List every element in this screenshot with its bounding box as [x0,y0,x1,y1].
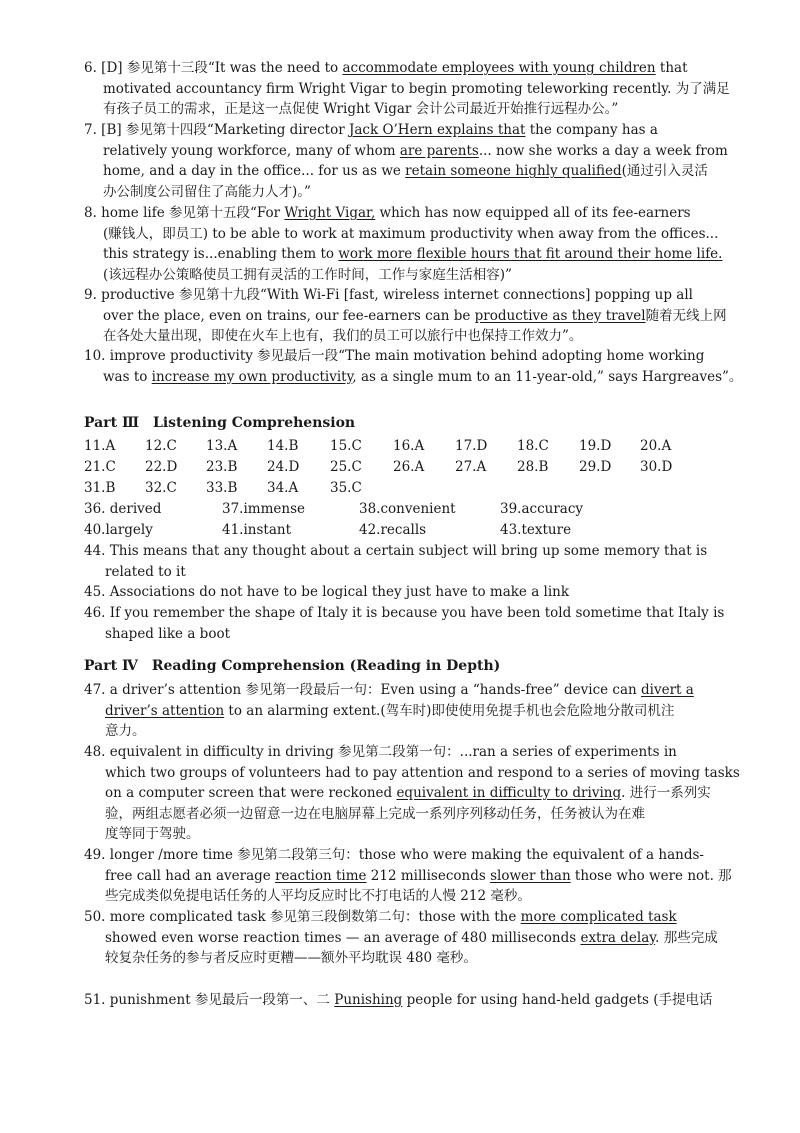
answer-row [84,436,724,456]
answer-item-10 [84,346,743,387]
answer-line: showed even worse reaction times — an average of 480 milliseconds extra delay. 那些完成 [105,929,718,946]
underlined-phrase: increase my own productivity [151,368,353,385]
word-answer-row [84,520,724,540]
word-answer-row [84,499,724,519]
answer-line: 51. punishment 参见最后一段第一、二 Punishing people for using hand-held gadgets (手提电话 [84,992,713,1008]
word-answer: 40.largely [84,522,153,538]
choice-answer: 17.D [455,438,488,454]
underlined-phrase: equivalent in difficulty to driving [396,785,622,802]
choice-answer: 20.A [640,438,672,454]
choice-answer: 16.A [393,438,425,454]
word-answer: 39.accuracy [500,501,584,517]
choice-answer: 14.B [267,438,299,454]
answer-line: 验，两组志愿者必须一边留意一边在电脑屏幕上完成一系列序列移动任务，任务被认为在难 [105,805,645,822]
answer-row [84,457,724,477]
answer-line: 较复杂任务的参与者反应时更糟——额外平均耽误 480 毫秒。 [105,950,477,967]
choice-answer: 11.A [84,438,116,454]
answer-item-45 [84,582,724,603]
underlined-phrase: accommodate employees with young children [342,60,656,76]
answer-line: (赚钱人，即员工) to be able to work at maximum productivity when away from the offices... [103,225,719,242]
underlined-phrase: retain someone highly qualified [405,163,622,180]
choice-answer: 22.D [145,459,178,475]
word-answer: 42.recalls [359,522,427,538]
underlined-phrase: Wright Vigar, [284,205,376,221]
choice-answer: 23.B [206,459,238,475]
part4-heading [84,656,500,676]
choice-answer: 34.A [267,480,299,496]
answer-line: free call had an average reaction time 212 milliseconds slower than those who were not. 那 [105,867,732,884]
answer-line: (该远程办公策略使员工拥有灵活的工作时间，工作与家庭生活相容)” [103,266,512,283]
answer-line: 7. [B] 参见第十四段“Marketing director Jack O’Hern explains that the company has a [84,122,658,138]
choice-answer: 31.B [84,480,116,496]
word-answer: 41.instant [222,522,292,538]
choice-answer: 18.C [517,438,549,454]
part3-roman: Part Ⅲ [84,415,139,431]
answer-item-47 [84,680,724,742]
underlined-phrase: productive as they travel [474,307,646,324]
answer-item-9 [84,285,727,347]
word-answer: 38.convenient [359,501,456,517]
answer-line: 意力。 [105,723,146,740]
answer-line: 在各处大量出现，即使在火车上也有，我们的员工可以旅行中也保持工作效力”。 [103,328,583,345]
choice-answer: 19.D [579,438,612,454]
answer-item-8 [84,203,724,285]
choice-answer: 33.B [206,480,238,496]
part4-title: Reading Comprehension (Reading in Depth) [151,658,501,674]
answer-item-51 [84,990,724,1011]
underlined-phrase: reaction time [275,867,367,884]
answer-line: relatively young workforce, many of whom are parents... now she works a day a week from [103,142,728,159]
answer-item-49 [84,845,732,907]
answer-line: 9. productive 参见第十九段“With Wi-Fi [fast, wireless internet connections] popping up all [84,287,693,303]
choice-answer: 25.C [330,459,362,475]
choice-answer: 24.D [267,459,300,475]
word-answer: 36. derived [84,501,162,517]
answer-line: 48. equivalent in difficulty in driving 参见第二段第一句：...ran a series of experiments in [84,744,677,760]
underlined-phrase: are parents [399,142,479,159]
answer-item-48 [84,742,740,845]
word-answer: 37.immense [222,501,305,517]
answer-line: 度等同于驾驶。 [105,826,200,843]
underlined-phrase: Jack O’Hern explains that [348,122,526,138]
underlined-phrase: slower than [490,867,571,884]
part4-roman: Part Ⅳ [84,658,138,674]
choice-answer: 15.C [330,438,362,454]
part3-title: Listening Comprehension [153,415,356,431]
choice-answer: 27.A [455,459,487,475]
answer-line: driver’s attention to an alarming extent.(驾车时)即使使用免提手机也会危险地分散司机注 [105,702,675,719]
choice-answer: 28.B [517,459,549,475]
choice-answer: 26.A [393,459,425,475]
answer-line: 45. Associations do not have to be logical they just have to make a link [84,584,570,600]
answer-item-46 [84,603,724,644]
underlined-phrase: Punishing [334,992,403,1008]
answer-line: 46. If you remember the shape of Italy it is because you have been told sometime that Italy is [84,605,725,621]
answer-line: 8. home life 参见第十五段“For Wright Vigar, which has now equipped all of its fee-earners [84,205,691,221]
answer-line: 办公制度公司留住了高能力人才)。” [103,183,311,200]
answer-line: shaped like a boot [105,625,230,642]
choice-answer: 13.A [206,438,238,454]
underlined-phrase: work more flexible hours that fit around their home life. [338,246,723,263]
answer-line: 49. longer /more time 参见第二段第三句：those who were making the equivalent of a hands- [84,847,704,863]
answer-line: 有孩子员工的需求，正是这一点促使 Wright Vigar 会计公司最近开始推行远程办公。” [103,101,619,118]
choice-answer: 30.D [640,459,673,475]
answer-row [84,478,724,498]
answer-line: home, and a day in the office... for us as we retain someone highly qualified(通过引入灵活 [103,163,708,180]
answer-item-44 [84,541,724,582]
answer-item-6 [84,58,730,120]
answer-line: over the place, even on trains, our fee-earners can be productive as they travel随着无线上网 [103,307,727,324]
answer-line: 50. more complicated task 参见第三段倒数第二句：those with the more complicated task [84,909,677,925]
part3-heading [84,413,355,433]
underlined-phrase: more complicated task [520,909,677,925]
answer-line: motivated accountancy firm Wright Vigar to begin promoting teleworking recently. 为了满足 [103,80,730,97]
answer-item-50 [84,907,724,969]
word-answer: 43.texture [500,522,572,538]
answer-line: 6. [D] 参见第十三段“It was the need to accommodate employees with young children that [84,60,688,76]
answer-line: on a computer screen that were reckoned equivalent in difficulty to driving. 进行一系列实 [105,785,711,802]
choice-answer: 21.C [84,459,116,475]
choice-answer: 29.D [579,459,612,475]
underlined-phrase: divert a [641,682,694,698]
answer-line: this strategy is...enabling them to work more flexible hours that fit around their home life. [103,246,723,263]
underlined-phrase: driver’s attention [105,702,225,719]
answer-line: 47. a driver’s attention 参见第一段最后一句：Even using a “hands-free” device can divert a [84,682,694,698]
choice-answer: 32.C [145,480,177,496]
choice-answer: 35.C [330,480,362,496]
answer-item-7 [84,120,728,202]
answer-line: related to it [105,563,186,580]
underlined-phrase: extra delay [580,929,656,946]
answer-line: which two groups of volunteers had to pay attention and respond to a series of moving tasks [105,764,740,781]
answer-line: was to increase my own productivity, as a single mum to an 11-year-old,” says Hargreaves”。 [103,368,743,385]
answer-line: 44. This means that any thought about a certain subject will bring up some memory that is [84,543,708,559]
choice-answer: 12.C [145,438,177,454]
answer-line: 些完成类似免提电话任务的人平均反应时比不打电话的人慢 212 毫秒。 [105,888,531,905]
answer-line: 10. improve productivity 参见最后一段“The main motivation behind adopting home working [84,348,705,364]
